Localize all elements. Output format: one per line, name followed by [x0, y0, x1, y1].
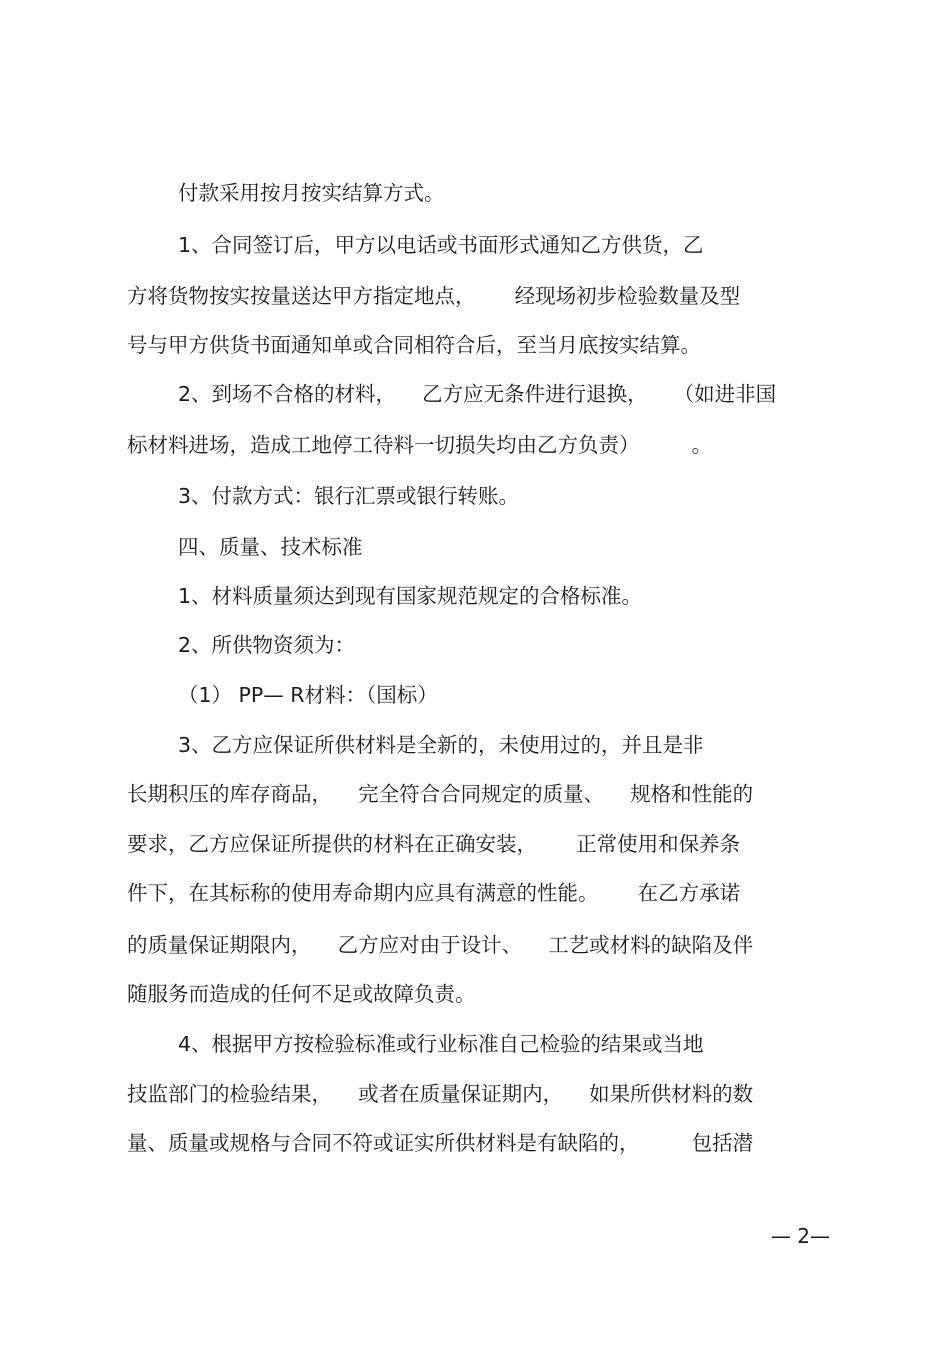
- page-number: — 2—: [770, 1224, 830, 1248]
- text-line: 付款采用按月按实结算方式。: [178, 181, 445, 205]
- text-line: 技监部门的检验结果， 或者在质量保证期内， 如果所供材料的数: [127, 1082, 754, 1106]
- text-line: 方将货物按实按量送达甲方指定地点， 经现场初步检验数量及型: [127, 284, 741, 308]
- text-line: 2、所供物资须为：: [178, 633, 356, 657]
- text-line: 1、合同签订后，甲方以电话或书面形式通知乙方供货，乙: [178, 233, 704, 257]
- text-line: 标材料进场，造成工地停工待料一切损失均由乙方负责） 。: [127, 433, 713, 457]
- text-line: 随服务而造成的任何不足或故障负责。: [127, 982, 476, 1006]
- text-line: 3、乙方应保证所供材料是全新的，未使用过的，并且是非: [178, 733, 704, 757]
- text-line: 2、到场不合格的材料， 乙方应无条件进行退换， （如进非国: [178, 382, 777, 406]
- text-line: 的质量保证期限内， 乙方应对由于设计、 工艺或材料的缺陷及伴: [127, 933, 754, 957]
- text-line: 号与甲方供货书面通知单或合同相符合后，至当月底按实结算。: [127, 333, 701, 357]
- section-heading: 四、质量、技术标准: [178, 535, 363, 559]
- text-line: 4、根据甲方按检验标准或行业标准自己检验的结果或当地: [178, 1032, 704, 1056]
- text-line: 3、付款方式：银行汇票或银行转账。: [178, 484, 520, 508]
- text-line: 要求，乙方应保证所提供的材料在正确安装， 正常使用和保养条: [127, 832, 741, 856]
- text-line: 件下，在其标称的使用寿命期内应具有满意的性能。 在乙方承诺: [127, 881, 741, 905]
- text-line: 量、质量或规格与合同不符或证实所供材料是有缺陷的， 包括潜: [127, 1131, 754, 1155]
- text-line: 长期积压的库存商品， 完全符合合同规定的质量、 规格和性能的: [127, 782, 754, 806]
- text-line: 1、材料质量须达到现有国家规范规定的合格标准。: [178, 584, 643, 608]
- text-line: （1） PP— R材料：（国标）: [178, 683, 438, 707]
